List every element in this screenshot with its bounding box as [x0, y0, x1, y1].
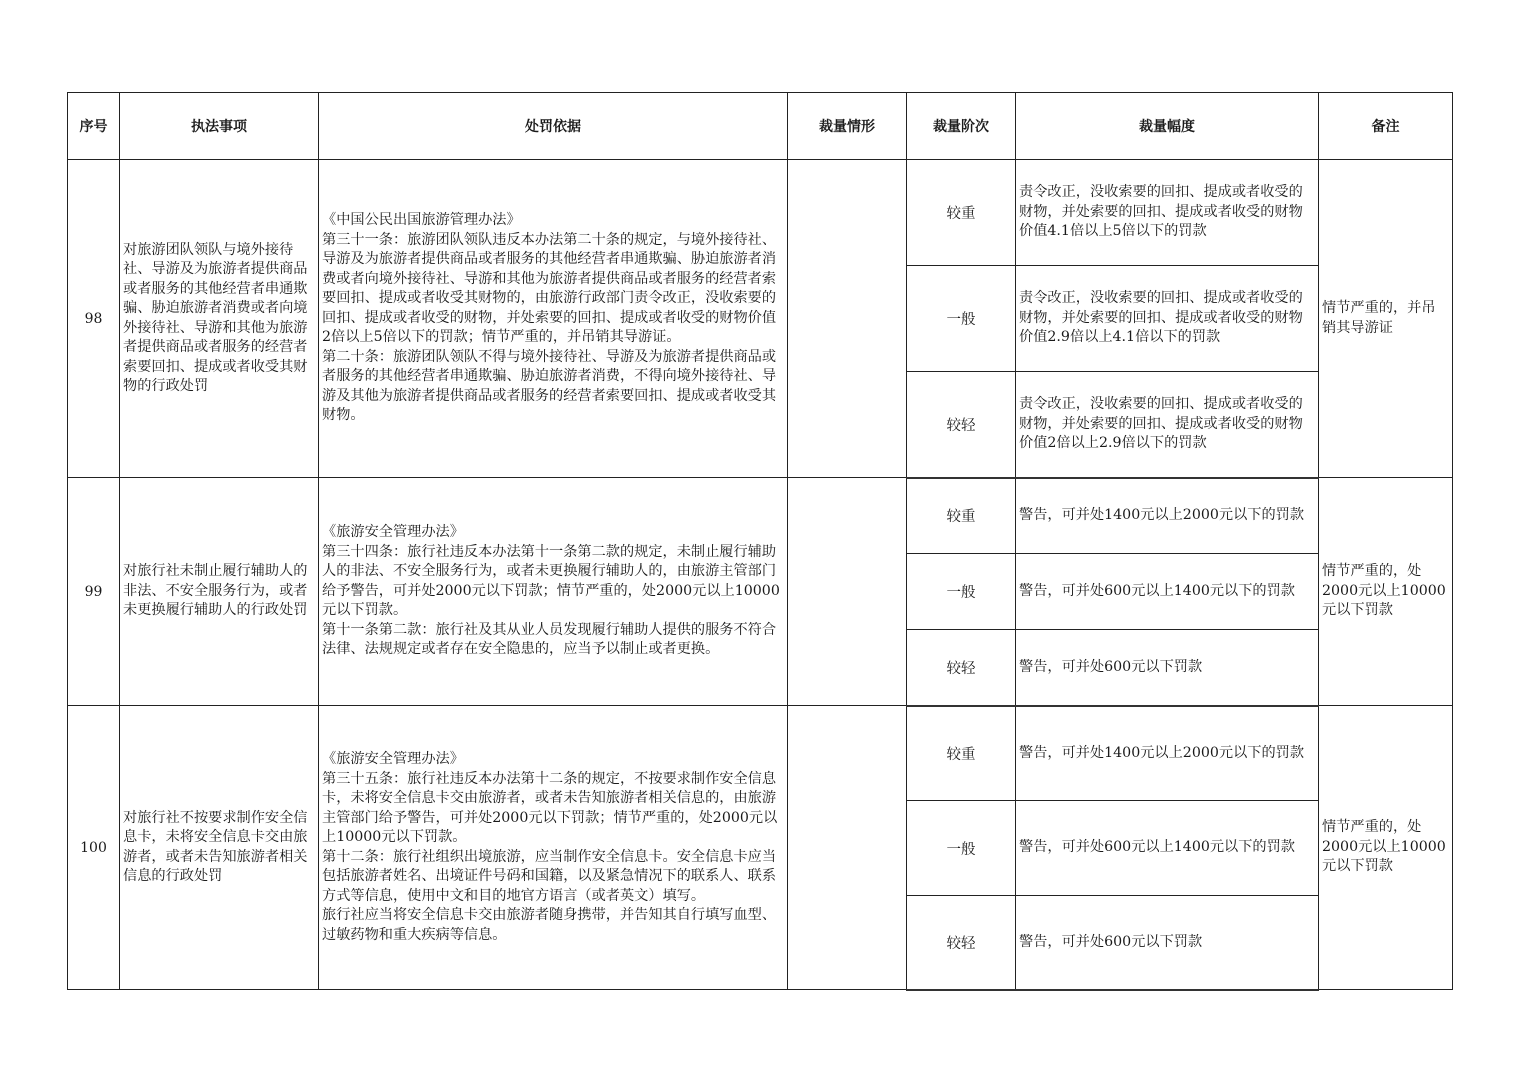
basis-article: 第二十条：旅游团队领队不得与境外接待社、导游及为旅游者提供商品或者服务的其他经营者串通欺骗、胁迫旅游者消费，不得向境外接待社、导游及其他为旅游者提供商品或者服务的经营者索要回扣、提成或者收受其财物。 [322, 348, 777, 424]
header-row [68, 93, 1453, 160]
discretion-situation [788, 706, 907, 990]
discretion-range: 警告，可并处600元以上1400元以下的罚款 [1016, 554, 1319, 630]
basis-article: 第三十五条：旅行社违反本办法第十二条的规定，不按要求制作安全信息卡，未将安全信息卡交由旅游者，或者未告知旅游者相关信息的，由旅游主管部门给予警告，可并处2000元以下罚款；情节严重的，处2000元以上10000元以下罚款。 [322, 770, 778, 845]
row-number: 99 [68, 478, 120, 706]
basis-article: 第三十一条：旅游团队领队违反本办法第二十条的规定，与境外接待社、导游及为旅游者提供商品或者服务的其他经营者串通欺骗、胁迫旅游者消费或者向境外接待社、导游和其他为旅游者提供商品或者服务的经营者索要回扣、提成或者收受其财物的，由旅游行政部门责令改正，没收索要的回扣、提成或者收受的财物，并处索要的回扣、提成或者收受的财物价值2倍以上5倍以下的罚款；情节严重的，并吊销其导游证。 [322, 231, 777, 346]
header-note: 备注 [1319, 93, 1453, 160]
basis-law-title: 《旅游安全管理办法》 [322, 524, 464, 541]
discretion-level: 较轻 [907, 372, 1016, 478]
discretion-table [67, 92, 1453, 991]
discretion-level: 一般 [907, 554, 1016, 630]
discretion-level: 较重 [907, 706, 1016, 801]
enforcement-item: 对旅行社未制止履行辅助人的非法、不安全服务行为，或者未更换履行辅助人的行政处罚 [120, 478, 319, 706]
basis-article: 第三十四条：旅行社违反本办法第十一条第二款的规定，未制止履行辅助人的非法、不安全服务行为，或者未更换履行辅助人的，由旅游主管部门给予警告，可并处2000元以下罚款；情节严重的，处2000元以上10000元以下罚款。 [322, 543, 780, 619]
discretion-range: 警告，可并处1400元以上2000元以下的罚款 [1016, 706, 1319, 801]
penalty-basis [319, 706, 788, 990]
penalty-basis [319, 160, 788, 478]
remark: 情节严重的，并吊销其导游证 [1319, 160, 1453, 478]
discretion-range: 警告，可并处1400元以上2000元以下的罚款 [1016, 478, 1319, 554]
row-number: 98 [68, 160, 120, 478]
header-level: 裁量阶次 [907, 93, 1016, 160]
discretion-level: 一般 [907, 266, 1016, 372]
basis-article: 旅行社应当将安全信息卡交由旅游者随身携带，并告知其自行填写血型、过敏药物和重大疾病等信息。 [322, 907, 777, 943]
table-row [68, 160, 1453, 266]
discretion-range: 警告，可并处600元以下罚款 [1016, 896, 1319, 990]
header-basis: 处罚依据 [319, 93, 788, 160]
enforcement-item: 对旅游团队领队与境外接待社、导游及为旅游者提供商品或者服务的其他经营者串通欺骗、胁迫旅游者消费或者向境外接待社、导游和其他为旅游者提供商品或者服务的经营者索要回扣、提成或者收受其财物的行政处罚 [120, 160, 319, 478]
header-situation: 裁量情形 [788, 93, 907, 160]
row-number: 100 [68, 706, 120, 990]
header-num: 序号 [68, 93, 120, 160]
discretion-situation [788, 478, 907, 706]
penalty-basis [319, 478, 788, 706]
discretion-level: 较重 [907, 478, 1016, 554]
basis-law-title: 《中国公民出国旅游管理办法》 [322, 212, 521, 229]
discretion-range: 责令改正，没收索要的回扣、提成或者收受的财物，并处索要的回扣、提成或者收受的财物价值4.1倍以上5倍以下的罚款 [1016, 160, 1319, 266]
discretion-range: 责令改正，没收索要的回扣、提成或者收受的财物，并处索要的回扣、提成或者收受的财物价值2.9倍以上4.1倍以下的罚款 [1016, 266, 1319, 372]
discretion-level: 较重 [907, 160, 1016, 266]
discretion-range: 警告，可并处600元以下罚款 [1016, 630, 1319, 706]
discretion-level: 一般 [907, 801, 1016, 896]
basis-law-title: 《旅游安全管理办法》 [322, 751, 464, 767]
discretion-level: 较轻 [907, 896, 1016, 990]
table-row [68, 706, 1453, 801]
remark: 情节严重的，处2000元以上10000元以下罚款 [1319, 478, 1453, 706]
discretion-range: 警告，可并处600元以上1400元以下的罚款 [1016, 801, 1319, 896]
basis-article: 第十一条第二款：旅行社及其从业人员发现履行辅助人提供的服务不符合法律、法规规定或者存在安全隐患的，应当予以制止或者更换。 [322, 621, 777, 658]
discretion-level: 较轻 [907, 630, 1016, 706]
discretion-range: 责令改正，没收索要的回扣、提成或者收受的财物，并处索要的回扣、提成或者收受的财物价值2倍以上2.9倍以下的罚款 [1016, 372, 1319, 478]
enforcement-item: 对旅行社不按要求制作安全信息卡，未将安全信息卡交由旅游者，或者未告知旅游者相关信息的行政处罚 [120, 706, 319, 990]
basis-article: 第十二条：旅行社组织出境旅游，应当制作安全信息卡。安全信息卡应当包括旅游者姓名、出境证件号码和国籍，以及紧急情况下的联系人、联系方式等信息，使用中文和目的地官方语言（或者英文）填写。 [322, 848, 777, 904]
table-row [68, 478, 1453, 554]
header-item: 执法事项 [120, 93, 319, 160]
header-range: 裁量幅度 [1016, 93, 1319, 160]
remark: 情节严重的，处2000元以上10000元以下罚款 [1319, 706, 1453, 990]
discretion-situation [788, 160, 907, 478]
